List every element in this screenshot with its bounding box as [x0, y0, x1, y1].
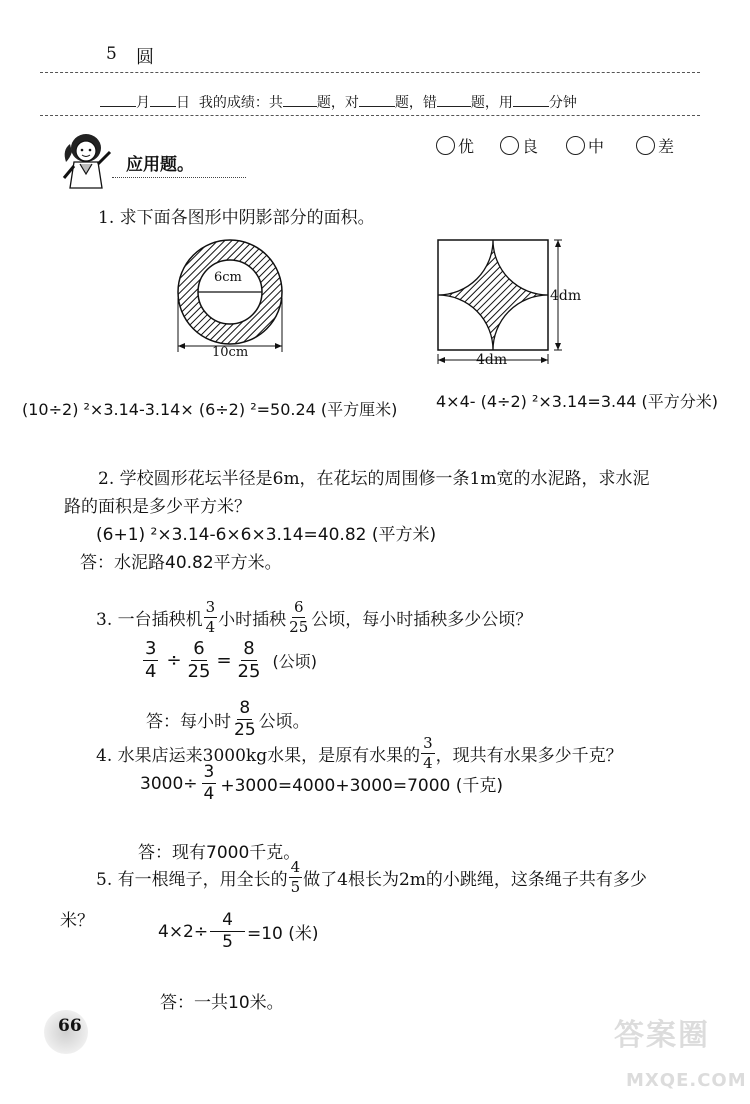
- q3-answer-fraction: [232, 700, 258, 739]
- q5-text: [96, 860, 647, 895]
- right-blank: [359, 106, 395, 107]
- day-label: 日: [176, 95, 190, 111]
- numerator: 4: [290, 858, 301, 876]
- q4-calc-fraction: [202, 764, 217, 803]
- total-blank: [283, 106, 317, 107]
- q2-text-line1: 2. 学校圆形花坛半径是6m，在花坛的周围修一条1m宽的水泥路，求水泥: [98, 469, 650, 489]
- q2-text-line2: 路的面积是多少平方米？: [64, 497, 251, 517]
- q4-text-b: ，现共有水果多少千克？: [435, 746, 623, 766]
- score-line: [100, 92, 577, 112]
- score-wrong-label: 题，用: [470, 95, 513, 111]
- denominator: 4: [205, 618, 216, 636]
- score-minutes-label: 分钟: [548, 95, 577, 111]
- numerator: 3: [423, 734, 433, 752]
- denominator: 25: [234, 720, 256, 740]
- time-blank: [513, 106, 549, 107]
- q4-calc-b: +3000=4000+3000=7000 (千克): [220, 776, 504, 796]
- month-blank: [100, 106, 136, 107]
- denominator: 4: [203, 784, 215, 804]
- q4-answer: 答：现有7000千克。: [138, 843, 301, 863]
- q2-answer: 答：水泥路40.82平方米。: [80, 553, 282, 573]
- q3-calc-equals: =: [216, 650, 232, 671]
- rating-label: 中: [588, 137, 605, 156]
- watermark-url: MXQE.COM: [626, 1070, 747, 1091]
- section-title: 应用题。: [126, 155, 194, 175]
- rating-circle[interactable]: [636, 136, 655, 155]
- numerator: 8: [239, 698, 251, 718]
- q3-calc-frac2: [186, 640, 213, 681]
- score-right-label: 题，错: [394, 95, 437, 111]
- day-blank: [150, 106, 176, 107]
- q3-text-b: 小时插秧: [218, 610, 287, 630]
- header-divider-top: [40, 72, 700, 73]
- header-divider-bottom: [40, 115, 700, 116]
- girl-mascot-icon: [56, 128, 116, 192]
- q5-fraction: [289, 860, 303, 895]
- denominator: 4: [423, 754, 433, 772]
- unit-number: 5: [106, 44, 117, 64]
- q3-calc: [142, 640, 317, 681]
- q3-calc-frac1: [143, 640, 158, 681]
- q3-fraction-hours: [204, 600, 218, 635]
- q3-fraction-hectares: [287, 600, 310, 635]
- q3-text: [96, 600, 532, 635]
- q3-answer: [146, 700, 310, 739]
- q3-text-a: 3. 一台插秧机: [96, 610, 203, 630]
- q5-text-line2: 米？: [60, 911, 94, 931]
- q5-calc-fraction: [210, 912, 245, 951]
- rating-circle[interactable]: [566, 136, 585, 155]
- numerator: 3: [203, 762, 215, 782]
- denominator: 4: [145, 661, 157, 682]
- square-bottom-label: 4dm: [476, 352, 508, 368]
- rating-excellent[interactable]: [436, 134, 474, 157]
- unit-title: 圆: [136, 47, 154, 68]
- q1-text: 1. 求下面各图形中阴影部分的面积。: [98, 208, 375, 228]
- page-number: 66: [58, 1016, 82, 1036]
- denominator: 5: [290, 878, 301, 896]
- q3-calc-unit: (公顷): [272, 652, 317, 671]
- q4-calc-a: 3000÷: [140, 773, 198, 794]
- numerator: 6: [293, 598, 304, 616]
- score-prefix: 我的成绩：共: [198, 95, 283, 111]
- q5-calc: [158, 912, 319, 951]
- square-side-label: 4dm: [550, 288, 582, 304]
- rating-label: 优: [458, 137, 475, 156]
- rating-fair[interactable]: [566, 134, 604, 157]
- denominator: 25: [187, 661, 211, 682]
- q3-calc-frac3: [236, 640, 263, 681]
- denominator: 25: [237, 661, 261, 682]
- q5-calc-b: =10 (米): [246, 924, 319, 944]
- rating-circle[interactable]: [436, 136, 455, 155]
- square-figure: [430, 230, 570, 370]
- q5-answer: 答：一共10米。: [160, 993, 284, 1013]
- denominator: 25: [289, 618, 309, 636]
- numerator: 3: [145, 638, 157, 659]
- section-title-underline: [112, 177, 246, 178]
- numerator: 6: [193, 638, 205, 659]
- score-total-label: 题，对: [316, 95, 359, 111]
- numerator: 4: [210, 912, 245, 932]
- q3-calc-divide: ÷: [166, 650, 182, 671]
- rating-label: 良: [522, 137, 539, 156]
- numerator: 3: [205, 598, 216, 616]
- wrong-blank: [437, 106, 471, 107]
- q3-answer-suffix: 公顷。: [258, 712, 310, 732]
- q5-calc-a: 4×2÷: [158, 921, 209, 942]
- numerator: 8: [243, 638, 255, 659]
- rating-label: 差: [658, 137, 675, 156]
- q1-answer-left: (10÷2) ²×3.14-3.14× (6÷2) ²=50.24 (平方厘米): [22, 400, 398, 419]
- ring-outer-label: 10cm: [212, 345, 249, 360]
- q3-answer-prefix: 答：每小时: [146, 712, 231, 732]
- q5-text-a: 5. 有一根绳子，用全长的: [96, 870, 288, 890]
- rating-circle[interactable]: [500, 136, 519, 155]
- q2-calc: (6+1) ²×3.14-6×6×3.14=40.82 (平方米): [96, 525, 437, 545]
- q4-calc: [140, 764, 503, 803]
- month-label: 月: [136, 95, 150, 111]
- q3-text-c: 公顷，每小时插秧多少公顷？: [311, 610, 533, 630]
- q4-text-a: 4. 水果店运来3000kg水果，是原有水果的: [96, 746, 421, 766]
- watermark-logo: 答案圈: [614, 1018, 710, 1053]
- denominator: 5: [222, 932, 233, 952]
- rating-good[interactable]: [500, 134, 538, 157]
- q1-answer-right: 4×4- (4÷2) ²×3.14=3.44 (平方分米): [436, 392, 719, 411]
- rating-poor[interactable]: [636, 134, 674, 157]
- q5-text-b: 做了4根长为2m的小跳绳，这条绳子共有多少: [303, 870, 647, 890]
- ring-inner-label: 6cm: [214, 270, 242, 285]
